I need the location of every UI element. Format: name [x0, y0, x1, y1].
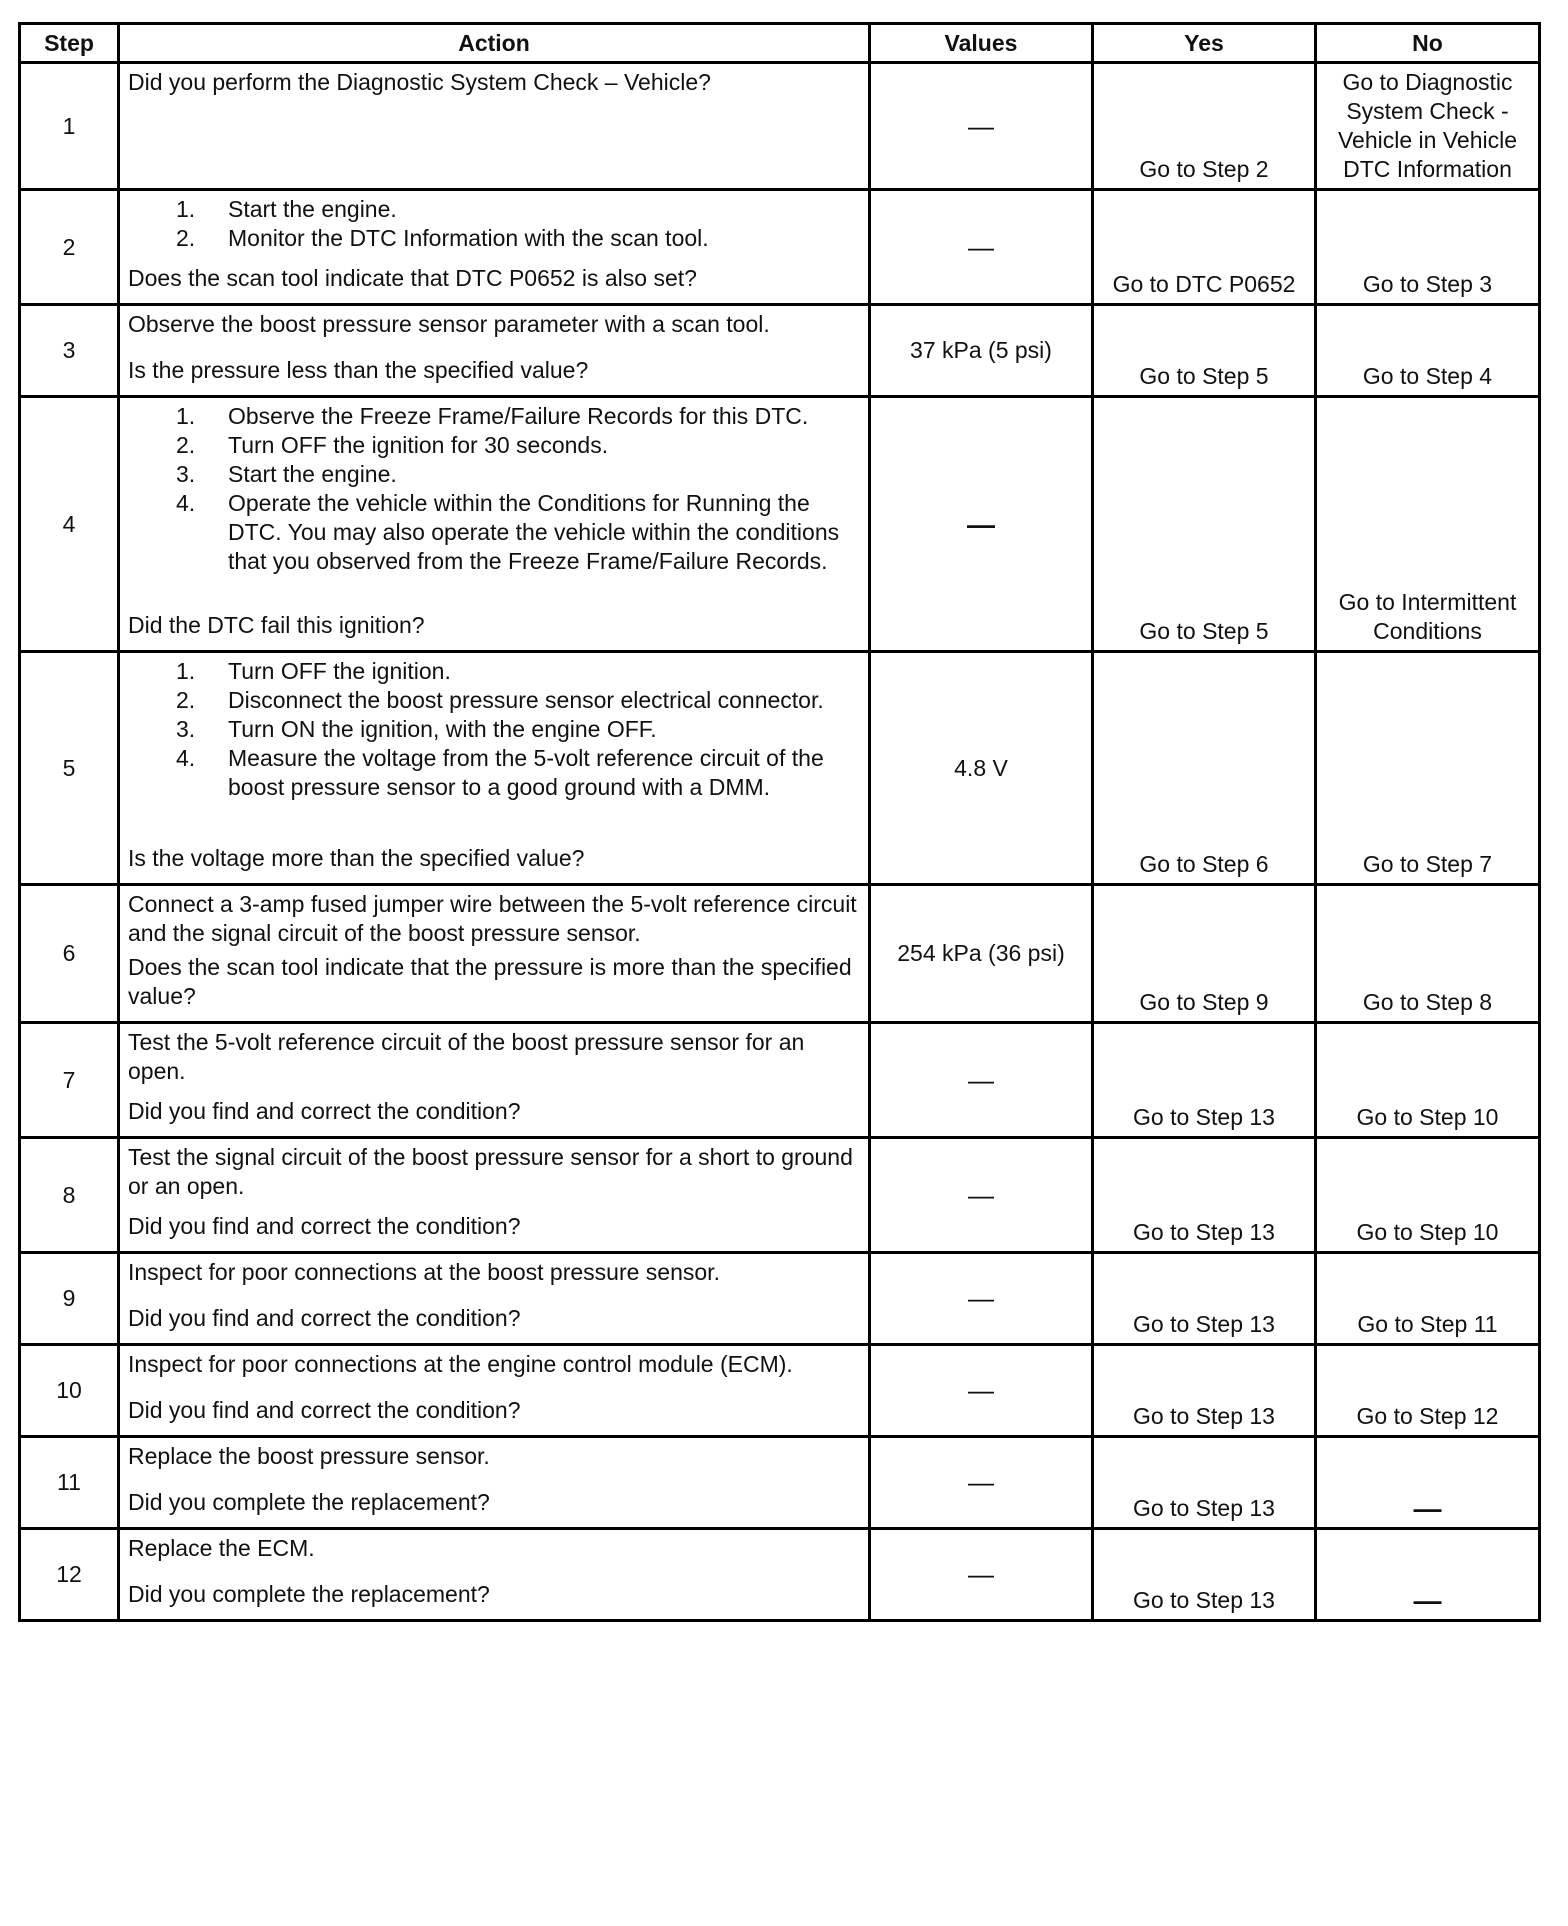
action-step-item: Measure the voltage from the 5-volt reference circuit of the boost pressure sensor to a good ground with a DMM. — [228, 745, 824, 800]
action-top — [128, 890, 860, 948]
action-step-item: Disconnect the boost pressure sensor electrical connector. — [228, 687, 824, 713]
table-row — [20, 1529, 1540, 1621]
action-top — [128, 310, 860, 339]
action-steps-list — [128, 402, 860, 576]
action-top — [128, 1028, 860, 1086]
action-top — [128, 1350, 860, 1379]
action-content — [128, 195, 860, 293]
yes-cell: Go to Step 5 — [1093, 305, 1316, 397]
action-content — [128, 1258, 860, 1333]
action-question: Did you find and correct the condition? — [128, 1305, 521, 1331]
action-content — [128, 402, 860, 640]
action-step-item: Monitor the DTC Information with the scan tool. — [228, 225, 709, 251]
value-cell: — — [870, 1253, 1093, 1345]
action-instruction: Connect a 3-amp fused jumper wire between the 5-volt reference circuit and the signal circuit of the boost pressure sensor. — [128, 891, 857, 946]
step-number: 1 — [20, 63, 119, 190]
step-number: 9 — [20, 1253, 119, 1345]
action-question: Did you find and correct the condition? — [128, 1213, 521, 1239]
value-cell: 37 kPa (5 psi) — [870, 305, 1093, 397]
no-cell: Go to Step 3 — [1316, 190, 1540, 305]
yes-cell: Go to Step 13 — [1093, 1023, 1316, 1138]
header-action: Action — [119, 24, 870, 63]
no-cell: Go to Step 4 — [1316, 305, 1540, 397]
yes-cell: Go to Step 13 — [1093, 1138, 1316, 1253]
action-step-item: Operate the vehicle within the Conditions for Running the DTC. You may also operate the vehicle within the conditions that you observed from the Freeze Frame/Failure Records. — [228, 490, 840, 574]
yes-cell: Go to Step 2 — [1093, 63, 1316, 190]
action-step-item: Turn OFF the ignition for 30 seconds. — [228, 432, 609, 458]
action-top — [128, 68, 860, 97]
action-cell — [119, 1345, 870, 1437]
diagnostic-table — [18, 22, 1541, 1622]
no-cell: Go to Step 10 — [1316, 1138, 1540, 1253]
value-cell: — — [870, 1345, 1093, 1437]
no-cell: Go to Step 8 — [1316, 885, 1540, 1023]
table-row — [20, 63, 1540, 190]
action-top — [128, 195, 860, 253]
table-row — [20, 652, 1540, 885]
value-cell: 4.8 V — [870, 652, 1093, 885]
action-instruction: Inspect for poor connections at the engine control module (ECM). — [128, 1351, 793, 1377]
value-cell: — — [870, 1138, 1093, 1253]
action-top — [128, 402, 860, 576]
yes-cell: Go to Step 13 — [1093, 1437, 1316, 1529]
no-cell: Go to Step 11 — [1316, 1253, 1540, 1345]
action-steps-list — [128, 657, 860, 802]
yes-cell: Go to Step 13 — [1093, 1345, 1316, 1437]
table-row — [20, 305, 1540, 397]
step-number: 12 — [20, 1529, 119, 1621]
action-cell — [119, 397, 870, 652]
value-cell: — — [870, 1437, 1093, 1529]
table-row — [20, 1253, 1540, 1345]
action-question: Did you find and correct the condition? — [128, 1098, 521, 1124]
action-instruction: Test the 5-volt reference circuit of the boost pressure sensor for an open. — [128, 1029, 805, 1084]
no-cell: Go to Step 10 — [1316, 1023, 1540, 1138]
action-content — [128, 1350, 860, 1425]
yes-cell: Go to Step 13 — [1093, 1253, 1316, 1345]
step-number: 8 — [20, 1138, 119, 1253]
action-top — [128, 1258, 860, 1287]
action-content — [128, 657, 860, 873]
action-step-item: Turn ON the ignition, with the engine OFF. — [228, 716, 657, 742]
step-number: 2 — [20, 190, 119, 305]
action-question: Did the DTC fail this ignition? — [128, 612, 425, 638]
action-content — [128, 1442, 860, 1517]
action-question: Did you complete the replacement? — [128, 1489, 490, 1515]
table-row — [20, 1345, 1540, 1437]
table-row — [20, 1023, 1540, 1138]
step-number: 10 — [20, 1345, 119, 1437]
action-cell — [119, 1529, 870, 1621]
action-step-item: Start the engine. — [228, 461, 397, 487]
action-cell — [119, 885, 870, 1023]
no-cell: Go to Intermittent Conditions — [1316, 397, 1540, 652]
action-content — [128, 890, 860, 1011]
header-yes: Yes — [1093, 24, 1316, 63]
action-instruction: Replace the boost pressure sensor. — [128, 1443, 490, 1469]
table-row — [20, 190, 1540, 305]
action-content — [128, 68, 860, 178]
step-number: 6 — [20, 885, 119, 1023]
action-top — [128, 1442, 860, 1471]
value-cell: — — [870, 63, 1093, 190]
action-question: Is the voltage more than the specified value? — [128, 845, 585, 871]
action-cell — [119, 63, 870, 190]
action-question: Does the scan tool indicate that the pressure is more than the specified value? — [128, 954, 852, 1009]
action-content — [128, 1028, 860, 1126]
step-number: 4 — [20, 397, 119, 652]
action-top — [128, 1534, 860, 1563]
action-cell — [119, 305, 870, 397]
action-instruction: Replace the ECM. — [128, 1535, 315, 1561]
action-cell — [119, 1138, 870, 1253]
value-cell: — — [870, 190, 1093, 305]
action-step-item: Turn OFF the ignition. — [228, 658, 451, 684]
action-instruction: Inspect for poor connections at the boost pressure sensor. — [128, 1259, 720, 1285]
table-row — [20, 885, 1540, 1023]
step-number: 5 — [20, 652, 119, 885]
step-number: 11 — [20, 1437, 119, 1529]
action-content — [128, 1143, 860, 1241]
table-row — [20, 1138, 1540, 1253]
action-top — [128, 1143, 860, 1201]
no-cell: Go to Diagnostic System Check - Vehicle in Vehicle DTC Information — [1316, 63, 1540, 190]
yes-cell: Go to Step 6 — [1093, 652, 1316, 885]
value-cell: — — [870, 1529, 1093, 1621]
step-number: 7 — [20, 1023, 119, 1138]
yes-cell: Go to Step 5 — [1093, 397, 1316, 652]
action-question: Does the scan tool indicate that DTC P0652 is also set? — [128, 265, 697, 291]
no-cell: — — [1316, 1437, 1540, 1529]
no-cell: Go to Step 12 — [1316, 1345, 1540, 1437]
action-instruction: Observe the boost pressure sensor parameter with a scan tool. — [128, 311, 770, 337]
header-step: Step — [20, 24, 119, 63]
action-step-item: Start the engine. — [228, 196, 397, 222]
action-content — [128, 310, 860, 385]
action-cell — [119, 1253, 870, 1345]
table-row — [20, 397, 1540, 652]
table-row — [20, 1437, 1540, 1529]
action-steps-list — [128, 195, 860, 253]
header-no: No — [1316, 24, 1540, 63]
action-cell — [119, 190, 870, 305]
yes-cell: Go to Step 9 — [1093, 885, 1316, 1023]
header-row — [20, 24, 1540, 63]
action-top — [128, 657, 860, 802]
no-cell: — — [1316, 1529, 1540, 1621]
yes-cell: Go to DTC P0652 — [1093, 190, 1316, 305]
value-cell: — — [870, 397, 1093, 652]
value-cell: — — [870, 1023, 1093, 1138]
table-body — [20, 63, 1540, 1621]
value-cell: 254 kPa (36 psi) — [870, 885, 1093, 1023]
action-instruction: Test the signal circuit of the boost pressure sensor for a short to ground or an open. — [128, 1144, 853, 1199]
action-step-item: Observe the Freeze Frame/Failure Records for this DTC. — [228, 403, 809, 429]
step-number: 3 — [20, 305, 119, 397]
header-values: Values — [870, 24, 1093, 63]
action-question: Is the pressure less than the specified value? — [128, 357, 589, 383]
action-cell — [119, 652, 870, 885]
yes-cell: Go to Step 13 — [1093, 1529, 1316, 1621]
action-question: Did you complete the replacement? — [128, 1581, 490, 1607]
action-content — [128, 1534, 860, 1609]
no-cell: Go to Step 7 — [1316, 652, 1540, 885]
action-cell — [119, 1437, 870, 1529]
action-question: Did you find and correct the condition? — [128, 1397, 521, 1423]
action-instruction: Did you perform the Diagnostic System Check – Vehicle? — [128, 69, 711, 95]
action-cell — [119, 1023, 870, 1138]
